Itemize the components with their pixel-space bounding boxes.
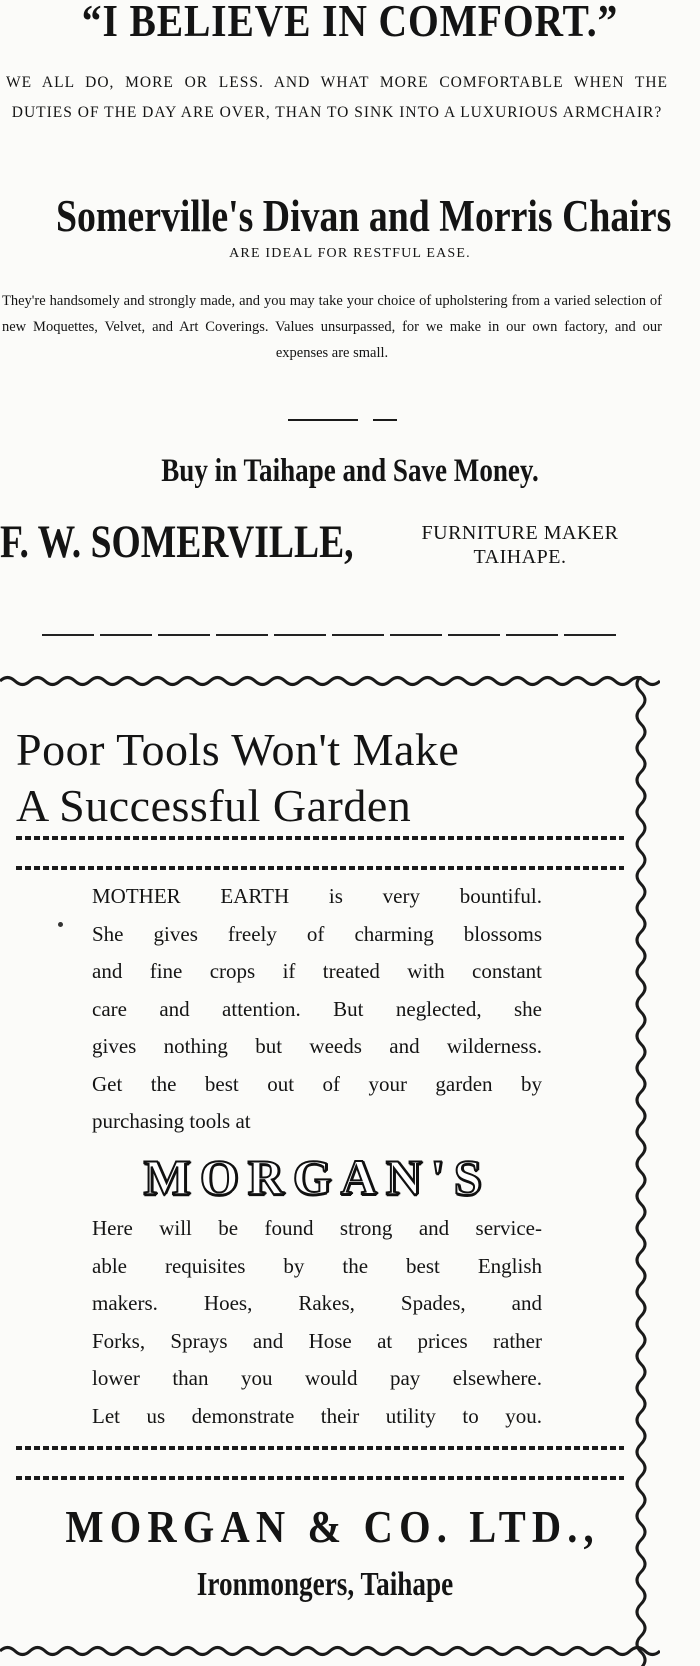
morgan-body-line: care and attention. But neglected, she [92, 996, 542, 1021]
somerville-product-subtitle: ARE IDEAL FOR RESTFUL EASE. [229, 246, 471, 261]
morgan-body-line: and fine crops if treated with constant [92, 959, 542, 983]
morgan-headline-line-1: Poor Tools Won't Make [16, 724, 460, 775]
dotted-rule-2 [16, 866, 624, 870]
morgan-trade-line: Ironmongers, Taihape [196, 1566, 454, 1603]
wavy-border-bottom [0, 1640, 660, 1662]
somerville-intro: WE ALL DO, MORE OR LESS. AND WHAT MORE COMFORTABLE WHEN THE DUTIES OF THE DAY ARE OVER, THAN TO SINK INTO A LUXURIOUS ARMCHAIR? [6, 74, 668, 121]
morgan-body-line: purchasing tools at [92, 1109, 251, 1133]
morgan-body-line: Get the best out of your garden by [92, 1071, 542, 1096]
morgan-body-line: She gives freely of charming blossoms [92, 921, 542, 946]
somerville-firm-name: F. W. SOMERVILLE, [0, 516, 354, 568]
morgan-brand-name: MORGAN'S [92, 1148, 542, 1206]
ad-separator-rule [42, 634, 618, 636]
somerville-slogan: Buy in Taihape and Save Money. [161, 453, 539, 489]
morgan-company-name: MORGAN & CO. LTD., [65, 1501, 600, 1552]
morgan-body2-line: Let us demonstrate their utility to you. [92, 1403, 542, 1428]
morgan-headline [16, 722, 616, 834]
morgan-body-line: MOTHER EARTH is very bountiful. [92, 884, 542, 908]
morgan-headline-line-2: A Successful Garden [16, 780, 412, 831]
print-speck [58, 922, 63, 927]
morgan-body2-line: Forks, Sprays and Hose at prices rather [92, 1328, 542, 1353]
dotted-rule-4 [16, 1476, 624, 1480]
dotted-rule-3 [16, 1446, 624, 1450]
morgan-body2-line: makers. Hoes, Rakes, Spades, and [92, 1291, 542, 1315]
morgan-body-text-2 [92, 1210, 542, 1435]
morgan-body-text [92, 878, 542, 1141]
section-dash-left [288, 419, 358, 421]
section-dash-right [373, 419, 397, 421]
wavy-border-top [0, 670, 660, 692]
somerville-trade-line-2: TAIHAPE. [473, 546, 567, 568]
somerville-product-title: Somerville's Divan and Morris Chairs [56, 191, 672, 241]
morgan-body2-line: Here will be found strong and service- [92, 1216, 542, 1240]
morgan-body2-line: able requisites by the best English [92, 1253, 542, 1278]
somerville-headline: “I BELIEVE IN COMFORT.” [81, 0, 619, 46]
somerville-trade-block [380, 521, 660, 569]
wavy-border-right [626, 676, 656, 1666]
somerville-body-text: They're handsomely and strongly made, and you may take your choice of upholstering from a varied selection of new Moquettes, Velvet, and Art Coverings. Values unsurpassed, for we make in our own factory, and our expenses are small. [2, 293, 662, 361]
somerville-trade-line-1: FURNITURE MAKER [421, 522, 619, 544]
dotted-rule-1 [16, 836, 624, 840]
morgan-body2-line: lower than you would pay elsewhere. [92, 1366, 542, 1390]
morgan-body-line: gives nothing but weeds and wilderness. [92, 1034, 542, 1058]
